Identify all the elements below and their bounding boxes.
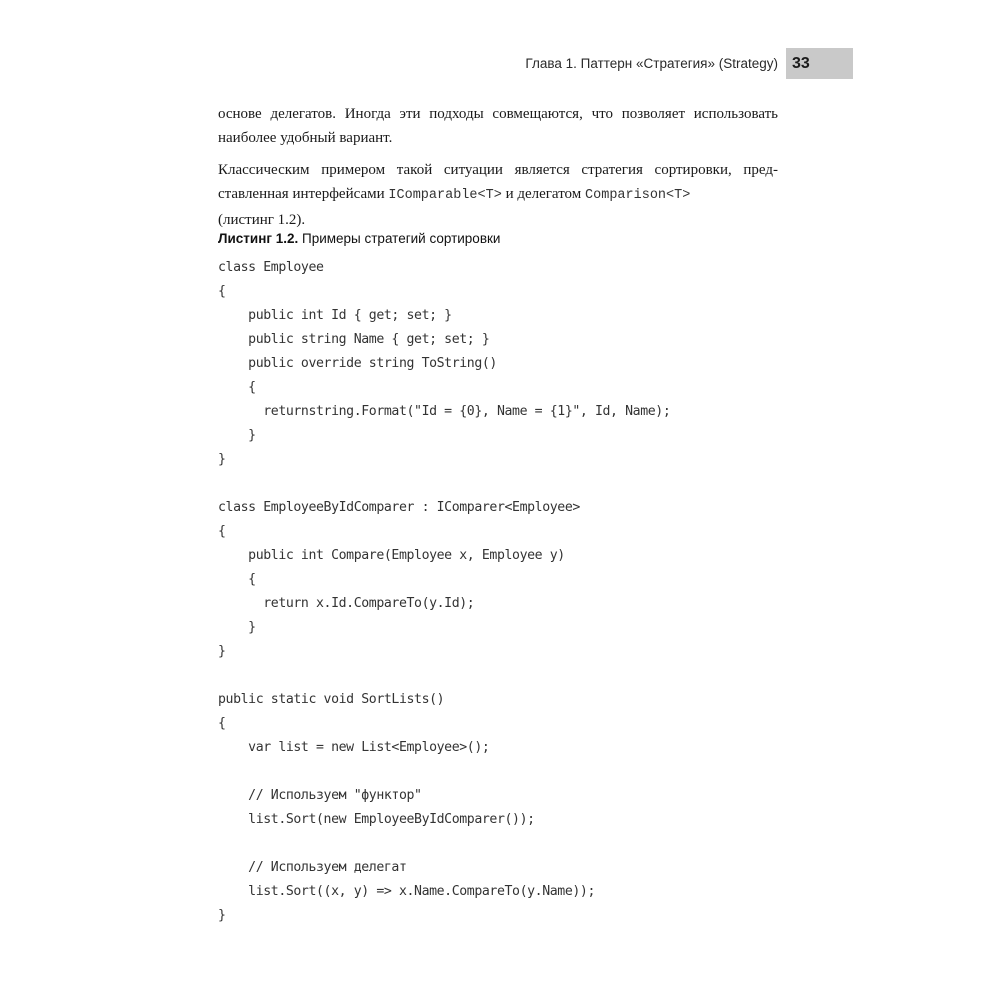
code-line: public int Id { get; set; } [218, 308, 452, 323]
code-line: var list = new List<Employee>(); [218, 740, 490, 755]
code-line [218, 832, 818, 856]
code-line: } [218, 428, 256, 443]
running-header [430, 48, 853, 79]
code-line: class EmployeeByIdComparer : IComparer<Employee> [218, 500, 580, 515]
listing-caption-label: Листинг 1.2. [218, 231, 299, 246]
code-line: public int Compare(Employee x, Employee y) [218, 548, 565, 563]
code-line: { [218, 524, 226, 539]
paragraph-2-line-2 [218, 182, 778, 208]
code-line: returnstring.Format("Id = {0}, Name = {1}", Id, Name); [218, 404, 671, 419]
code-line: // Используем "функтор" [218, 788, 422, 803]
page-number: 33 [786, 48, 853, 79]
chapter-title: Глава 1. Паттерн «Стратегия» (Strategy) [525, 56, 778, 71]
listing-caption-title: Примеры стратегий сортировки [298, 231, 501, 246]
code-line: { [218, 284, 226, 299]
code-line: { [218, 572, 256, 587]
code-listing [218, 256, 818, 928]
paragraph-2-text-b: и делегатом [501, 186, 586, 202]
code-line: public override string ToString() [218, 356, 497, 371]
paragraph-2-line-1: Классическим примером такой ситуации является стратегия сортировки, пред- [218, 162, 778, 178]
code-line: // Используем делегат [218, 860, 407, 875]
code-line: } [218, 644, 226, 659]
code-line [218, 760, 818, 784]
paragraph-2 [218, 158, 778, 232]
code-line: public static void SortLists() [218, 692, 445, 707]
inline-code-icomparable: IComparable<T> [388, 188, 502, 203]
code-line: { [218, 380, 256, 395]
code-line: return x.Id.CompareTo(y.Id); [218, 596, 475, 611]
code-line: class Employee [218, 260, 324, 275]
code-line: { [218, 716, 226, 731]
paragraph-1 [218, 102, 778, 150]
code-line: list.Sort(new EmployeeByIdComparer()); [218, 812, 535, 827]
code-line [218, 664, 818, 688]
paragraph-1-line-2: наиболее удобный вариант. [218, 130, 393, 146]
paragraph-1-line-1: основе делегатов. Иногда эти подходы совмещаются, что позволяет использовать [218, 106, 778, 122]
listing-caption [218, 231, 500, 246]
code-line: } [218, 620, 256, 635]
code-line: } [218, 452, 226, 467]
code-line: } [218, 908, 226, 923]
code-line: list.Sort((x, y) => x.Name.CompareTo(y.Name)); [218, 884, 595, 899]
inline-code-comparison: Comparison<T> [585, 188, 691, 203]
code-line [218, 472, 818, 496]
paragraph-2-line-3: (листинг 1.2). [218, 212, 306, 228]
paragraph-2-text-a: ставленная интерфейсами [218, 186, 389, 202]
code-line: public string Name { get; set; } [218, 332, 490, 347]
